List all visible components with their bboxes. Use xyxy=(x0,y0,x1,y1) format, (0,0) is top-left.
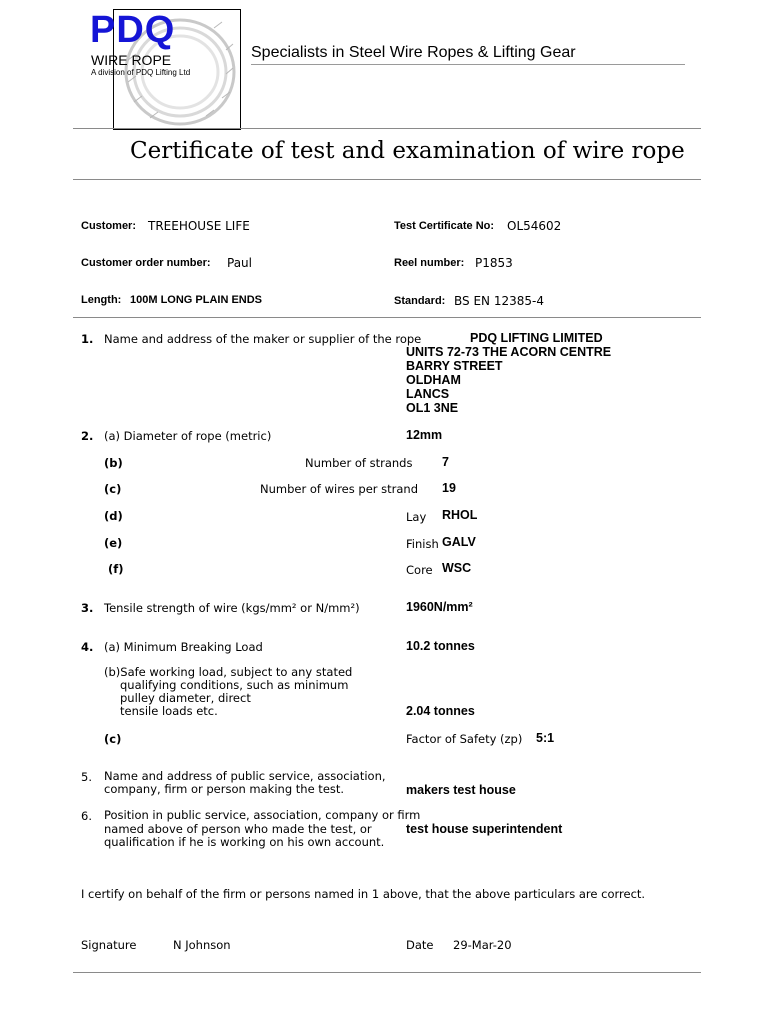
fields-divider xyxy=(73,317,701,318)
item-2b-key: (b) xyxy=(104,456,123,470)
safety-factor-value: 5:1 xyxy=(536,731,555,745)
brand-logo-text: PDQ xyxy=(90,9,176,51)
tensile-label: Tensile strength of wire (kgs/mm² or N/mm²) xyxy=(104,601,360,615)
header-divider xyxy=(73,128,701,129)
address-line: OL1 3NE xyxy=(406,401,459,415)
test-certificate-label: Test Certificate No: xyxy=(394,220,495,232)
item-4-number: 4. xyxy=(81,640,94,654)
breaking-load-value: 10.2 tonnes xyxy=(406,639,475,653)
item-2-number: 2. xyxy=(81,429,94,443)
address-line: PDQ LIFTING LIMITED xyxy=(470,331,603,345)
swl-line: pulley diameter, direct xyxy=(120,691,251,705)
finish-value: GALV xyxy=(442,535,476,549)
wires-label: Number of wires per strand xyxy=(260,482,419,496)
safe-working-load-value: 2.04 tonnes xyxy=(406,704,475,718)
wires-value: 19 xyxy=(442,481,456,495)
signature-label: Signature xyxy=(81,938,137,952)
swl-line: tensile loads etc. xyxy=(120,704,218,718)
footer-divider xyxy=(73,972,701,973)
item-5-number: 5. xyxy=(81,770,92,784)
order-number-label: Customer order number: xyxy=(81,257,211,269)
tester-name-value: makers test house xyxy=(406,783,516,797)
date-value: 29-Mar-20 xyxy=(453,938,512,952)
item-6-line: Position in public service, association, company or firm xyxy=(104,808,421,822)
diameter-value: 12mm xyxy=(406,428,443,442)
tester-position-value: test house superintendent xyxy=(406,822,563,836)
core-label: Core xyxy=(406,563,433,577)
safety-factor-label: Factor of Safety (zp) xyxy=(406,732,523,746)
item-6-number: 6. xyxy=(81,809,92,823)
tester-name-label xyxy=(104,770,386,796)
lay-label: Lay xyxy=(406,510,427,524)
test-certificate-value: OL54602 xyxy=(507,219,562,233)
item-4c-key: (c) xyxy=(104,732,122,746)
item-5-line: company, firm or person making the test. xyxy=(104,782,345,796)
diameter-label: (a) Diameter of rope (metric) xyxy=(104,429,272,443)
core-value: WSC xyxy=(442,561,472,575)
strands-value: 7 xyxy=(442,455,449,469)
swl-line: qualifying conditions, such as minimum xyxy=(120,678,349,692)
length-value: 100M LONG PLAIN ENDS xyxy=(130,294,263,306)
reel-number-label: Reel number: xyxy=(394,257,465,269)
address-line: BARRY STREET xyxy=(406,359,503,373)
customer-value: TREEHOUSE LIFE xyxy=(148,219,250,233)
item-6-line: qualification if he is working on his own account. xyxy=(104,835,385,849)
signature-name: N Johnson xyxy=(173,938,231,952)
reel-number-value: P1853 xyxy=(475,256,513,270)
tester-position-label xyxy=(104,809,420,850)
date-label: Date xyxy=(406,938,434,952)
certificate-title: Certificate of test and examination of wire rope xyxy=(130,138,685,164)
item-3-number: 3. xyxy=(81,601,94,615)
strands-label: Number of strands xyxy=(305,456,413,470)
tagline-underline xyxy=(251,64,685,65)
item-2d-key: (d) xyxy=(104,509,123,523)
item-2f-key: (f) xyxy=(108,562,124,576)
title-divider xyxy=(73,179,701,180)
length-label: Length: xyxy=(81,294,122,306)
item-1-label: Name and address of the maker or supplier of the rope xyxy=(104,332,422,346)
division-note: A division of PDQ Lifting Ltd xyxy=(91,68,191,77)
address-line: OLDHAM xyxy=(406,373,461,387)
standard-label: Standard: xyxy=(394,295,446,307)
company-tagline: Specialists in Steel Wire Ropes & Lifting Gear xyxy=(251,44,576,61)
lay-value: RHOL xyxy=(442,508,478,522)
address-line: UNITS 72-73 THE ACORN CENTRE xyxy=(406,345,612,359)
supplier-address xyxy=(406,331,611,415)
tensile-value: 1960N/mm² xyxy=(406,600,473,614)
item-5-line: Name and address of public service, association, xyxy=(104,769,386,783)
breaking-load-label: (a) Minimum Breaking Load xyxy=(104,640,263,654)
item-2c-key: (c) xyxy=(104,482,122,496)
item-1-number: 1. xyxy=(81,332,94,346)
swl-line: (b)Safe working load, subject to any stated xyxy=(104,665,353,679)
safe-working-load-label xyxy=(104,666,352,718)
certification-statement: I certify on behalf of the firm or persons named in 1 above, that the above particulars are correct. xyxy=(81,887,646,901)
item-2e-key: (e) xyxy=(104,536,123,550)
standard-value: BS EN 12385-4 xyxy=(454,294,544,308)
customer-label: Customer: xyxy=(81,220,137,232)
item-6-line: named above of person who made the test, or xyxy=(104,821,372,836)
finish-label: Finish xyxy=(406,537,439,551)
brand-subtitle: WIRE ROPE xyxy=(91,52,172,68)
address-line: LANCS xyxy=(406,387,450,401)
order-number-value: Paul xyxy=(227,256,252,270)
